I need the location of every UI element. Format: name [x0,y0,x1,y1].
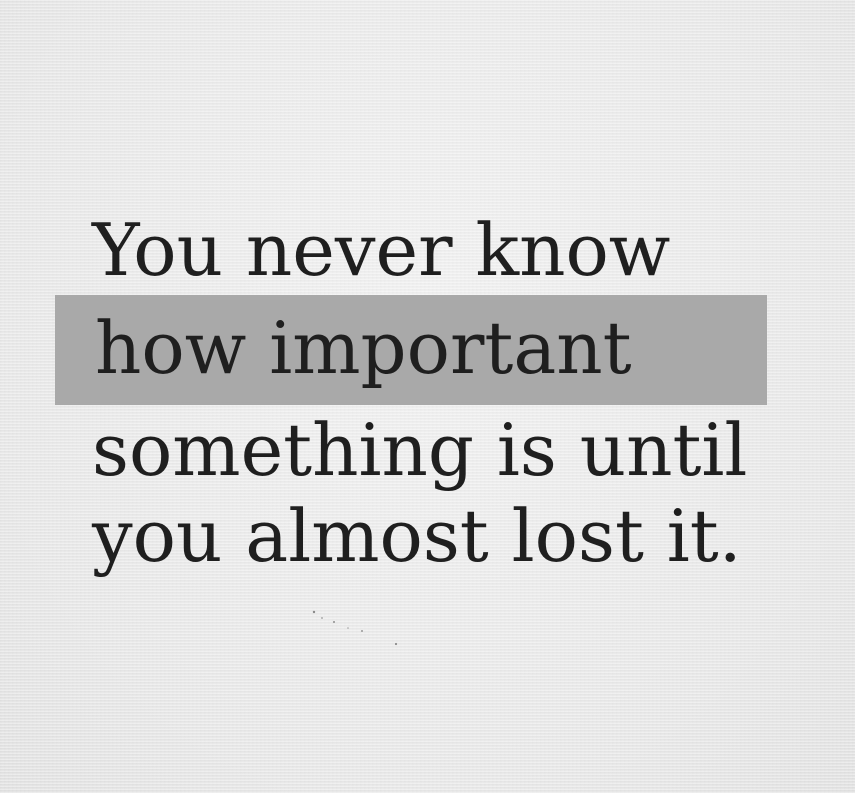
quote-line-1: You never know [92,208,671,292]
paper-specks [300,600,420,660]
quote-line-4: you almost lost it. [92,494,742,578]
quote-line-3: something is until [92,408,748,492]
quote-line-2-highlighted: how important [95,306,632,390]
